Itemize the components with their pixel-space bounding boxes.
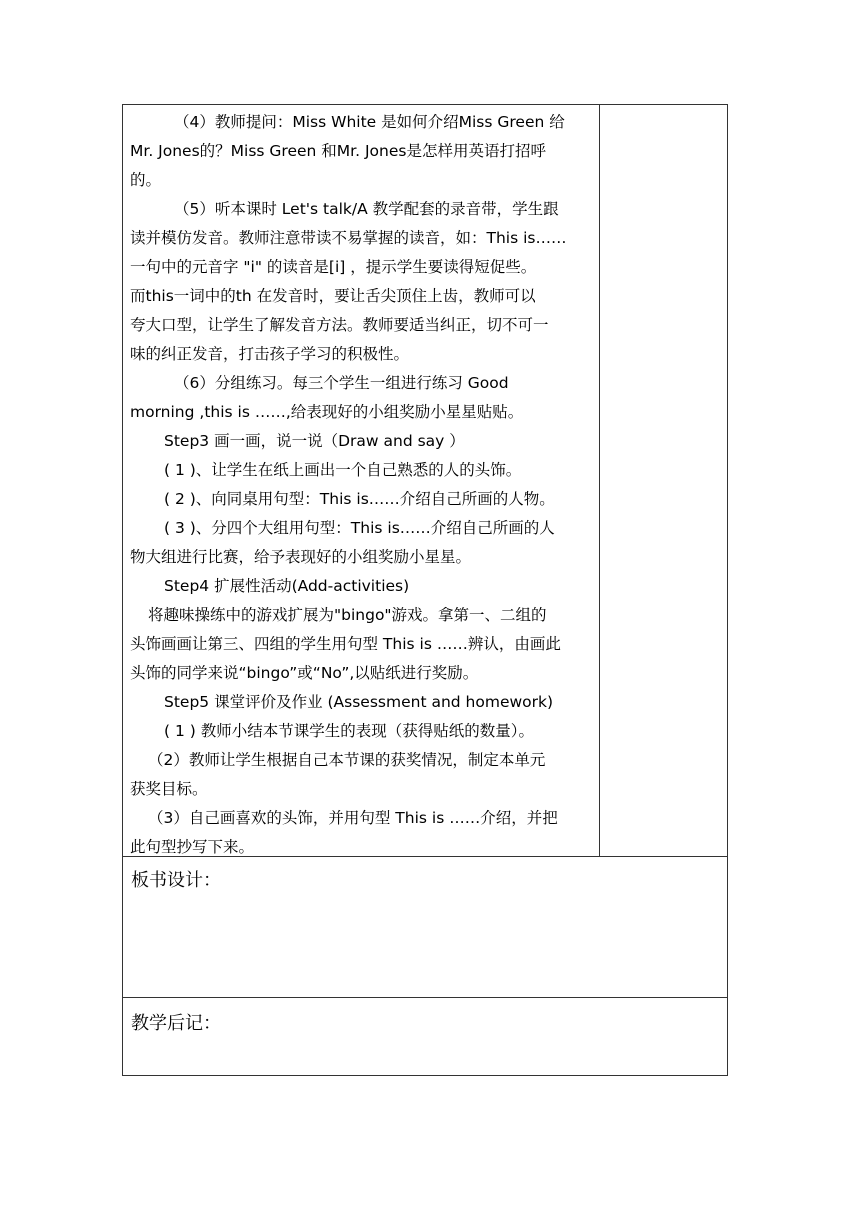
process-line: morning ,this is ……,给表现好的小组奖励小星星贴贴。 xyxy=(130,403,524,421)
process-line: （3）自己画喜欢的头饰，并用句型 This is ……介绍，并把 xyxy=(148,809,558,827)
process-line: Mr. Jones的？Miss Green 和Mr. Jones是怎样用英语打招呼 xyxy=(130,142,546,160)
process-line: （2）教师让学生根据自己本节课的获奖情况，制定本单元 xyxy=(148,751,546,769)
process-line: ( 2 )、向同桌用句型：This is……介绍自己所画的人物。 xyxy=(164,490,555,508)
process-line: （4）教师提问：Miss White 是如何介绍Miss Green 给 xyxy=(174,113,565,131)
notes-column-cell xyxy=(600,105,727,856)
process-line: 而this一词中的th 在发音时，要让舌尖顶住上齿，教师可以 xyxy=(130,287,536,305)
process-line: 一句中的元音字 "i" 的读音是[i] ，提示学生要读得短促些。 xyxy=(130,258,537,276)
board-design-label: 板书设计： xyxy=(131,870,221,891)
board-design-row xyxy=(123,857,727,998)
process-line: ( 1 )、让学生在纸上画出一个自己熟悉的人的头饰。 xyxy=(164,461,522,479)
process-line: ( 3 )、分四个大组用句型：This is……介绍自己所画的人 xyxy=(164,519,555,537)
process-line: 夸大口型，让学生了解发音方法。教师要适当纠正，切不可一 xyxy=(130,316,549,334)
teaching-process-cell xyxy=(123,105,600,856)
process-line: 此句型抄写下来。 xyxy=(130,838,255,856)
step-heading: Step4 扩展性活动(Add-activities) xyxy=(164,577,410,595)
lesson-plan-table xyxy=(122,104,728,1076)
post-lesson-notes-row xyxy=(123,998,727,1075)
process-line: 头饰画画让第三、四组的学生用句型 This is ……辨认，由画此 xyxy=(130,635,561,653)
step-heading: Step3 画一画，说一说（Draw and say ） xyxy=(164,432,465,450)
process-line: 读并模仿发音。教师注意带读不易掌握的读音，如：This is…… xyxy=(130,229,567,247)
process-line: （5）听本课时 Let's talk/A 教学配套的录音带，学生跟 xyxy=(174,200,559,218)
process-line: 将趣味操练中的游戏扩展为"bingo"游戏。拿第一、二组的 xyxy=(148,606,547,624)
process-line: 头饰的同学来说“bingo”或“No”,以贴纸进行奖励。 xyxy=(130,664,479,682)
process-line: 的。 xyxy=(130,171,162,189)
process-line: 味的纠正发音，打击孩子学习的积极性。 xyxy=(130,345,410,363)
step-heading: Step5 课堂评价及作业 (Assessment and homework) xyxy=(164,693,554,711)
process-line: 物大组进行比赛，给予表现好的小组奖励小星星。 xyxy=(130,548,472,566)
process-line: 获奖目标。 xyxy=(130,780,208,798)
post-lesson-notes-label: 教学后记： xyxy=(131,1013,221,1034)
process-line: （6）分组练习。每三个学生一组进行练习 Good xyxy=(174,374,509,392)
process-line: ( 1 ) 教师小结本节课学生的表现（获得贴纸的数量）。 xyxy=(164,722,534,740)
teaching-process-text xyxy=(130,108,592,862)
teaching-process-row xyxy=(123,105,727,857)
